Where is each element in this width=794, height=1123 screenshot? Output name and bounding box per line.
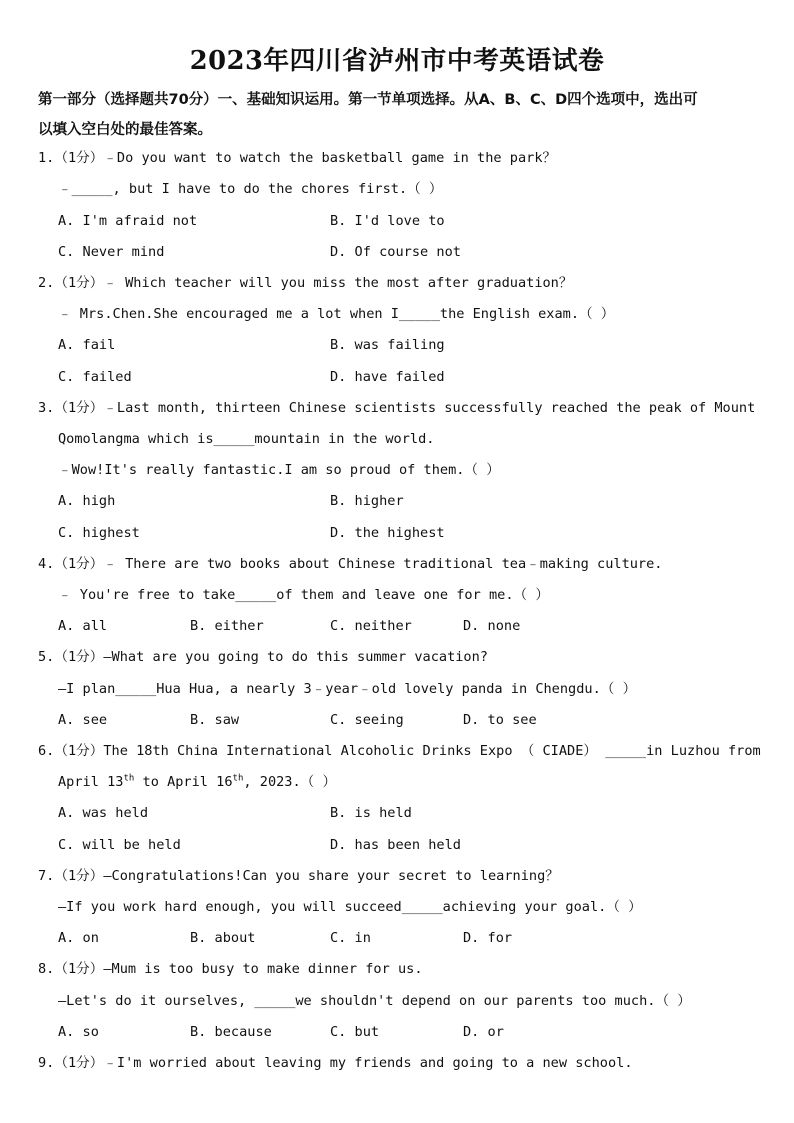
option-d[interactable]: D. or [463,1024,504,1040]
option-d[interactable]: D. has been held [330,837,461,853]
question-text: ﹣ Mrs.Chen.She encouraged me a lot when I_____the English exam.（ ） [58,306,615,322]
question-text: 3.（1分）﹣Last month, thirteen Chinese scientists successfully reached the peak of Mount [38,400,756,416]
option-b[interactable]: B. because [190,1024,272,1040]
question-text: 4.（1分）﹣ There are two books about Chinese traditional tea﹣making culture. [38,556,663,572]
option-d[interactable]: D. have failed [330,369,445,385]
question-text: 7.（1分）—Congratulations!Can you share your secret to learning？ [38,868,559,884]
question-text: ﹣Wow!It's really fantastic.I am so proud of them.（ ） [58,462,500,478]
section-intro-line-1: 第一部分（选择题共70分）一、基础知识运用。第一节单项选择。从A、B、C、D四个选项中，选出可 [38,92,698,108]
question-text: —Let's do it ourselves, _____we shouldn't depend on our parents too much.（ ） [58,993,691,1009]
option-a[interactable]: A. fail [58,337,116,353]
question-text: —I plan_____Hua Hua, a nearly 3﹣year﹣old lovely panda in Chengdu.（ ） [58,681,637,697]
section-intro-line-2: 以填入空白处的最佳答案。 [38,122,212,138]
option-a[interactable]: A. high [58,493,116,509]
option-a[interactable]: A. so [58,1024,99,1040]
page-title: 2023年四川省泸州市中考英语试卷 [189,46,605,76]
option-a[interactable]: A. see [58,712,108,728]
option-b[interactable]: B. was failing [330,337,445,353]
option-a[interactable]: A. I'm afraid not [58,213,198,229]
option-b[interactable]: B. is held [330,805,412,821]
option-a[interactable]: A. on [58,930,99,946]
option-a[interactable]: A. all [58,618,108,634]
option-b[interactable]: B. about [190,930,256,946]
text-segment: to April 16 [134,774,233,790]
ordinal-suffix: th [123,773,135,784]
question-text: 5.（1分）—What are you going to do this summer vacation? [38,649,488,665]
question-text: Qomolangma which is_____mountain in the world. [58,431,435,447]
option-c[interactable]: C. Never mind [58,244,165,260]
option-c[interactable]: C. neither [330,618,412,634]
option-c[interactable]: C. will be held [58,837,181,853]
option-c[interactable]: C. in [330,930,371,946]
option-b[interactable]: B. higher [330,493,404,509]
question-text: ﹣ You're free to take_____of them and leave one for me.（ ） [58,587,549,603]
option-c[interactable]: C. failed [58,369,132,385]
option-b[interactable]: B. I'd love to [330,213,445,229]
ordinal-suffix: th [232,773,244,784]
question-text: 2.（1分）﹣ Which teacher will you miss the most after graduation？ [38,275,573,291]
option-d[interactable]: D. the highest [330,525,445,541]
option-c[interactable]: C. highest [58,525,140,541]
option-d[interactable]: D. none [463,618,521,634]
option-c[interactable]: C. but [330,1024,380,1040]
option-d[interactable]: D. Of course not [330,244,461,260]
text-segment: , 2023.（ ） [243,774,337,790]
text-segment: April 13 [58,774,124,790]
question-text: 1.（1分）﹣Do you want to watch the basketball game in the park？ [38,150,557,166]
question-text-date-line [58,773,336,791]
option-d[interactable]: D. for [463,930,513,946]
question-text: 8.（1分）—Mum is too busy to make dinner for us. [38,961,423,977]
option-b[interactable]: B. either [190,618,264,634]
question-text: ﹣_____, but I have to do the chores first.（ ） [58,181,443,197]
option-c[interactable]: C. seeing [330,712,404,728]
question-text: 9.（1分）﹣I'm worried about leaving my friends and going to a new school. [38,1055,633,1071]
question-text: —If you work hard enough, you will succeed_____achieving your goal.（ ） [58,899,642,915]
question-text: 6.（1分）The 18th China International Alcoholic Drinks Expo （ CIADE） _____in Luzhou from [38,743,761,759]
option-d[interactable]: D. to see [463,712,537,728]
option-b[interactable]: B. saw [190,712,240,728]
option-a[interactable]: A. was held [58,805,149,821]
